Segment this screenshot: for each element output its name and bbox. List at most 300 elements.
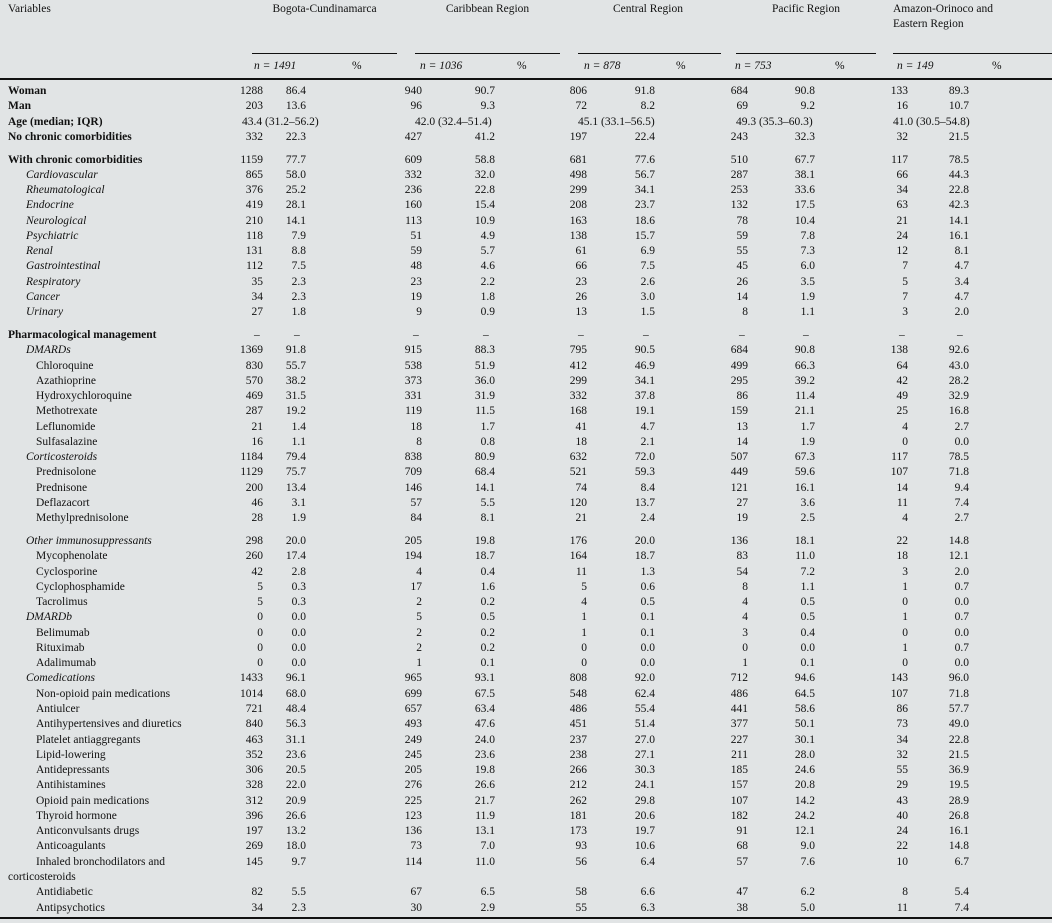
count-cell: 1 [902,641,908,654]
percent-cell: 26.8 [948,809,969,822]
percent-cell: 30.3 [634,764,655,777]
count-cell: 59 [736,229,748,242]
percent-cell: 13.7 [634,497,655,510]
row-label: Urinary [26,306,64,319]
percent-cell: 20.0 [285,535,306,548]
percent-cell: 72.0 [634,451,655,464]
percent-cell: 67.3 [794,451,815,464]
row-label: Cardiovascular [26,168,98,181]
count-cell: 11 [896,901,908,914]
percent-cell: 39.2 [794,374,815,387]
count-cell: 0 [257,641,263,654]
count-cell: 238 [569,748,587,761]
count-cell: 5 [581,580,587,593]
count-cell: 197 [245,825,263,838]
count-cell: 486 [569,703,587,716]
count-cell: 107 [890,687,908,700]
row-label: Respiratory [26,275,81,288]
percent-cell: 15.4 [474,199,495,212]
count-cell: 0 [902,596,908,609]
percent-cell: 13.1 [474,825,495,838]
percent-cell: 50.1 [794,718,815,731]
percent-cell: 32.9 [948,390,969,403]
percent-cell: 62.4 [634,687,655,700]
count-cell: 34 [896,184,908,197]
count-cell: 22 [896,535,908,548]
count-cell: 1 [902,580,908,593]
count-cell: 67 [410,886,422,899]
count-cell: 54 [736,565,748,578]
count-cell: 498 [569,168,587,181]
count-cell: 157 [730,779,748,792]
percent-cell: 8.1 [954,245,969,258]
percent-cell: 2.4 [640,512,655,525]
percent-cell: 17.4 [285,550,306,563]
percent-cell: 26.6 [474,779,495,792]
count-cell: 57 [736,855,748,868]
count-cell: 113 [405,214,422,227]
count-cell: 0 [902,626,908,639]
percent-cell: 0.0 [954,435,969,448]
row-label: Chloroquine [36,359,94,372]
count-cell: 69 [736,100,748,113]
count-cell: 86 [736,390,748,403]
count-cell: 830 [245,359,263,372]
count-cell: 61 [575,245,587,258]
count-cell: 806 [569,85,587,97]
count-cell: 469 [245,390,263,403]
region-rule [578,53,721,54]
count-cell: 808 [569,672,587,685]
percent-cell: 3.5 [800,275,815,288]
row-label: DMARDb [26,611,72,624]
row-label: Other immunosuppressants [26,535,152,548]
count-cell: 55 [575,901,587,914]
percent-cell: 88.3 [474,344,495,357]
percent-cell: 0.5 [800,611,815,624]
percent-cell: 23.7 [634,199,655,212]
row-label: Cancer [26,291,60,303]
percent-cell: 1.9 [800,291,815,303]
row-label: Opioid pain medications [36,794,150,807]
count-cell: 10 [896,855,908,868]
count-cell: 19 [410,291,422,303]
count-cell: 47 [736,886,748,899]
count-cell: 299 [569,374,587,387]
percent-cell: 2.9 [480,901,495,914]
count-cell: 451 [569,718,587,731]
percent-cell: 24.6 [794,764,815,777]
count-cell: 86 [896,703,908,716]
count-cell: 17 [410,580,422,593]
percent-cell: 6.4 [640,855,655,868]
percent-cell: 14.2 [794,794,815,807]
percent-cell: 2.2 [480,275,495,288]
percent-cell: 30.1 [794,733,815,746]
row-label: With chronic comorbidities [8,153,143,166]
percent-cell: 49.0 [948,718,969,731]
count-cell: 56 [575,855,587,868]
count-cell: 120 [569,497,587,510]
percent-cell: 78.5 [948,153,969,166]
count-cell: 287 [730,168,748,181]
percent-cell: 0.0 [291,657,306,670]
n-label: n = 1036 [420,60,463,72]
percent-cell: 7.6 [800,855,815,868]
percent-cell: 48.4 [285,703,306,716]
count-cell: 915 [404,344,422,357]
count-cell: 225 [404,794,422,807]
row-label: Lipid-lowering [36,748,106,761]
row-label: Cyclosporine [36,565,98,578]
count-cell: 940 [404,85,422,97]
percent-cell: 96.0 [948,672,969,685]
percent-cell: 68.0 [285,687,306,700]
count-cell: 38 [736,901,748,914]
percent-cell: 1.9 [800,435,815,448]
percent-cell: 14.8 [948,840,969,853]
percent-cell: 9.2 [800,100,815,113]
percent-cell: 4.7 [954,291,969,303]
percent-cell: 24.0 [474,733,495,746]
percent-cell: 42.3 [948,199,969,212]
count-cell: 1369 [240,344,263,357]
count-cell: 449 [730,466,748,479]
percent-cell: 0.4 [480,565,495,578]
count-cell: 521 [569,466,587,479]
n-label: n = 1491 [254,60,297,72]
count-cell: 507 [730,451,748,464]
count-cell: 197 [569,130,587,143]
count-cell: 84 [410,512,422,525]
percent-cell: 2.1 [640,435,655,448]
percent-cell: 8.8 [291,245,306,258]
count-cell: 245 [404,748,422,761]
row-label: Methotrexate [36,405,98,418]
n-label: n = 149 [897,60,934,72]
percent-cell: 31.1 [285,733,306,746]
percent-cell: 8.1 [480,512,495,525]
count-cell: 4 [902,420,908,433]
count-cell: 160 [404,199,422,212]
count-cell: 5 [257,596,263,609]
percent-cell: 20.6 [634,809,655,822]
percent-cell: 13.2 [285,825,306,838]
percent-label: % [517,60,527,72]
count-cell: 11 [896,497,908,510]
count-cell: 138 [890,344,908,357]
count-cell: 18 [575,435,587,448]
percent-cell: 0.0 [291,641,306,654]
count-cell: 93 [575,840,587,853]
count-cell: 145 [245,855,263,868]
percent-cell: 28.2 [948,374,969,387]
count-cell: 328 [245,779,263,792]
row-label: Leflunomide [36,420,96,433]
percent-cell: 36.9 [948,764,969,777]
percent-cell: 14.1 [948,214,969,227]
percent-cell: 6.5 [480,886,495,899]
percent-cell: 75.7 [285,466,306,479]
count-cell: 4 [742,611,748,624]
count-cell: 1014 [240,687,263,700]
count-cell: 23 [575,275,587,288]
count-cell: 48 [410,260,422,273]
count-cell: 208 [569,199,587,212]
count-cell: 965 [404,672,422,685]
row-label: Tacrolimus [36,596,88,609]
percent-label: % [676,60,686,72]
percent-cell: 7.2 [800,565,815,578]
count-cell: 121 [730,481,748,494]
count-cell: 107 [730,794,748,807]
count-cell: 200 [245,481,263,494]
percent-cell: 93.1 [474,672,495,685]
row-label: DMARDs [26,344,71,357]
percent-cell: 5.5 [480,497,495,510]
percent-cell: 19.8 [474,535,495,548]
count-cell: 865 [245,168,263,181]
count-cell: 42 [251,565,263,578]
count-cell: 840 [245,718,263,731]
count-cell: 8 [416,435,422,448]
count-cell: 210 [245,214,263,227]
row-label: Renal [26,245,53,258]
row-label: Antipsychotics [36,901,105,914]
row-label: Belimumab [36,626,90,639]
count-cell: 4 [902,512,908,525]
percent-cell: 47.6 [474,718,495,731]
count-cell: 13 [736,420,748,433]
count-cell: 795 [569,344,587,357]
region-rule [415,53,560,54]
percent-cell: 79.4 [285,451,306,464]
count-cell: 34 [896,733,908,746]
percent-cell: 0.0 [640,641,655,654]
row-label: Cyclophosphamide [36,580,125,593]
percent-cell: 11.5 [475,405,495,418]
percent-cell: 4.7 [640,420,655,433]
count-cell: – [899,329,905,342]
percent-cell: 90.8 [794,344,815,357]
percent-cell: 96.1 [285,672,306,685]
percent-cell: 86.4 [285,85,306,97]
count-cell: 27 [251,306,263,319]
n-label: n = 753 [735,60,772,72]
count-cell: 657 [404,703,422,716]
row-label: Hydroxychloroquine [36,390,132,403]
percent-cell: 7.5 [291,260,306,273]
row-label: Sulfasalazine [36,435,98,448]
count-cell: 427 [404,130,422,143]
percent-cell: 68.4 [474,466,495,479]
percent-cell: 56.7 [634,168,655,181]
count-cell: 123 [404,809,422,822]
count-cell: – [254,329,260,342]
count-cell: 1 [581,626,587,639]
row-label: Age (median; IQR) [8,115,103,128]
count-cell: 1 [742,657,748,670]
row-label: Methylprednisolone [36,512,129,525]
count-cell: 373 [404,374,422,387]
count-cell: 12 [896,245,908,258]
count-cell: 4 [742,596,748,609]
count-cell: 709 [404,466,422,479]
percent-cell: 7.5 [640,260,655,273]
count-cell: 68 [736,840,748,853]
count-cell: 132 [730,199,748,212]
row-label: Prednisolone [36,466,97,479]
percent-cell: 1.1 [800,306,815,319]
percent-cell: 22.4 [634,130,655,143]
row-label: Corticosteroids [26,451,98,464]
table-bottom-rule [0,917,1052,919]
count-cell: 83 [736,550,748,563]
percent-cell: 11.4 [795,390,815,403]
count-cell: 721 [245,703,263,716]
count-cell: 32 [896,748,908,761]
count-cell: 237 [569,733,587,746]
percent-cell: 0.3 [291,580,306,593]
percent-cell: 29.8 [634,794,655,807]
percent-cell: 44.3 [948,168,969,181]
percent-cell: 10.9 [474,214,495,227]
percent-cell: 0.0 [800,641,815,654]
percent-cell: – [803,329,809,342]
percent-cell: 46.9 [634,359,655,372]
count-cell: 2 [416,596,422,609]
count-cell: 74 [575,481,587,494]
row-label: Rheumatological [26,184,105,197]
percent-cell: 18.1 [794,535,815,548]
row-label: Antihypertensives and diuretics [36,718,182,731]
percent-cell: 1.7 [480,420,495,433]
percent-cell: 1.5 [640,306,655,319]
percent-cell: 10.7 [948,100,969,113]
count-cell: 40 [896,809,908,822]
count-cell: 82 [251,886,263,899]
count-cell: 22 [896,840,908,853]
count-cell: 632 [569,451,587,464]
percent-cell: 63.4 [474,703,495,716]
row-label: Platelet antiaggregants [36,733,141,746]
percent-cell: 13.4 [285,481,306,494]
count-cell: 66 [575,260,587,273]
row-label: Gastrointestinal [26,260,101,273]
percent-cell: 21.7 [474,794,495,807]
count-cell: 486 [730,687,748,700]
count-cell: 96 [410,100,422,113]
count-cell: 412 [569,359,587,372]
percent-cell: 7.9 [291,229,306,242]
count-cell: 396 [245,809,263,822]
count-cell: 24 [896,229,908,242]
percent-cell: 59.3 [634,466,655,479]
count-cell: 0 [257,657,263,670]
percent-cell: 5.4 [954,886,969,899]
percent-cell: 0.1 [640,611,655,624]
row-label: Antidepressants [36,764,110,777]
percent-cell: 0.2 [480,641,495,654]
percent-cell: 18.6 [634,214,655,227]
count-cell: 146 [404,481,422,494]
percent-cell: 4.7 [954,260,969,273]
count-cell: 538 [404,359,422,372]
percent-cell: 80.9 [474,451,495,464]
count-cell: 332 [245,130,263,143]
percent-cell: 37.8 [634,390,655,403]
median-iqr-cell: 41.0 (30.5–54.8) [893,115,970,128]
count-cell: 26 [575,291,587,303]
percent-cell: 9.0 [800,840,815,853]
count-cell: 299 [569,184,587,197]
percent-cell: 67.5 [474,687,495,700]
percent-cell: 0.0 [954,596,969,609]
count-cell: 8 [742,580,748,593]
count-cell: 312 [245,794,263,807]
count-cell: 2 [416,641,422,654]
percent-cell: 19.2 [285,405,306,418]
percent-cell: 2.0 [954,565,969,578]
percent-cell: 20.5 [285,764,306,777]
count-cell: 64 [896,359,908,372]
row-label: Rituximab [36,641,85,654]
count-cell: 1288 [240,85,263,97]
percent-cell: 77.6 [634,153,655,166]
percent-cell: 18.7 [474,550,495,563]
percent-cell: 6.6 [640,886,655,899]
count-cell: 131 [245,245,263,258]
count-cell: 332 [569,390,587,403]
count-cell: 14 [736,435,748,448]
count-cell: 5 [257,580,263,593]
percent-cell: 12.1 [948,550,969,563]
percent-cell: – [957,329,963,342]
count-cell: 3 [742,626,748,639]
percent-cell: 23.6 [474,748,495,761]
median-iqr-cell: 42.0 (32.4–51.4) [415,115,492,128]
count-cell: 66 [896,168,908,181]
percent-cell: 0.5 [480,611,495,624]
percent-cell: 9.3 [480,100,495,113]
percent-cell: 22.8 [474,184,495,197]
percent-cell: 24.1 [634,779,655,792]
row-label: Anticoagulants [36,840,106,853]
count-cell: 249 [404,733,422,746]
percent-cell: 58.0 [285,168,306,181]
count-cell: 176 [569,535,587,548]
count-cell: 3 [902,565,908,578]
percent-cell: 6.3 [640,901,655,914]
count-cell: 266 [569,764,587,777]
count-cell: 1433 [240,672,263,685]
count-cell: 18 [410,420,422,433]
percent-cell: 0.8 [480,435,495,448]
percent-cell: 3.1 [291,497,306,510]
percent-cell: 2.5 [800,512,815,525]
count-cell: 185 [730,764,748,777]
count-cell: 260 [245,550,263,563]
percent-cell: 90.7 [474,85,495,97]
percent-cell: 1.6 [480,580,495,593]
count-cell: 332 [404,168,422,181]
percent-cell: 0.1 [640,626,655,639]
count-cell: 136 [730,535,748,548]
percent-cell: 0.7 [954,611,969,624]
percent-cell: 21.1 [794,405,815,418]
percent-cell: 1.4 [291,420,306,433]
percent-cell: 2.3 [291,291,306,303]
